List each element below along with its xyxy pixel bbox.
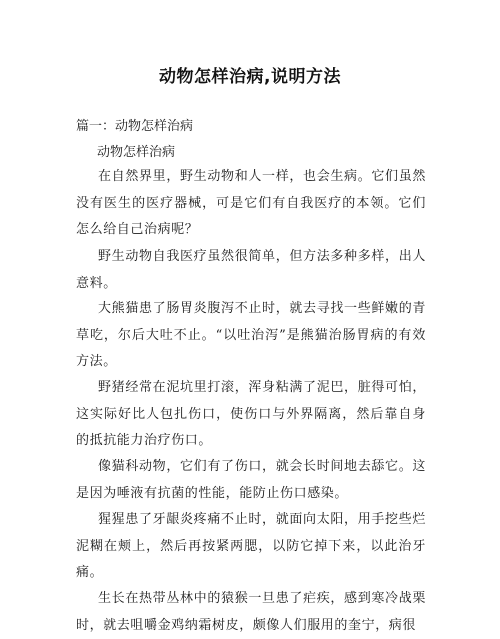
sub-heading: 动物怎样治病	[97, 145, 176, 160]
paragraph: 像猫科动物，它们有了伤口，就会长时间地去舔它。这是因为唾液有抗菌的性能，能防止伤口感染。	[76, 459, 426, 501]
paragraph: 在自然界里，野生动物和人一样，也会生病。它们虽然没有医生的医疗器械，可是它们有自我医疗的本领。它们怎么给自己治病呢？	[76, 169, 426, 237]
paragraph: 大熊猫患了肠胃炎腹泻不止时，就去寻找一些鲜嫩的青草吃，尔后大吐不止。“以吐治泻”是熊猫治肠胃病的有效方法。	[76, 301, 426, 369]
document-title: 动物怎样治病,说明方法	[159, 67, 341, 87]
paragraph: 猩猩患了牙龈炎疼痛不止时，就面向太阳，用手挖些烂泥糊在颊上，然后再按紧两腮，以防它掉下来，以此治牙痛。	[76, 512, 426, 580]
paragraph: 生长在热带丛林中的猿猴一旦患了疟疾，感到寒冷战栗时，就去咀嚼金鸡纳霜树皮，颇像人们服用的奎宁，病很	[76, 591, 426, 633]
section-heading: 篇一：动物怎样治病	[76, 119, 194, 134]
paragraph: 野生动物自我医疗虽然很简单，但方法多种多样，出人意料。	[76, 249, 426, 291]
paragraph: 野猪经常在泥坑里打滚，浑身粘满了泥巴，脏得可怕，这实际好比人包扎伤口，使伤口与外界隔离，然后靠自身的抵抗能力治疗伤口。	[76, 380, 426, 448]
